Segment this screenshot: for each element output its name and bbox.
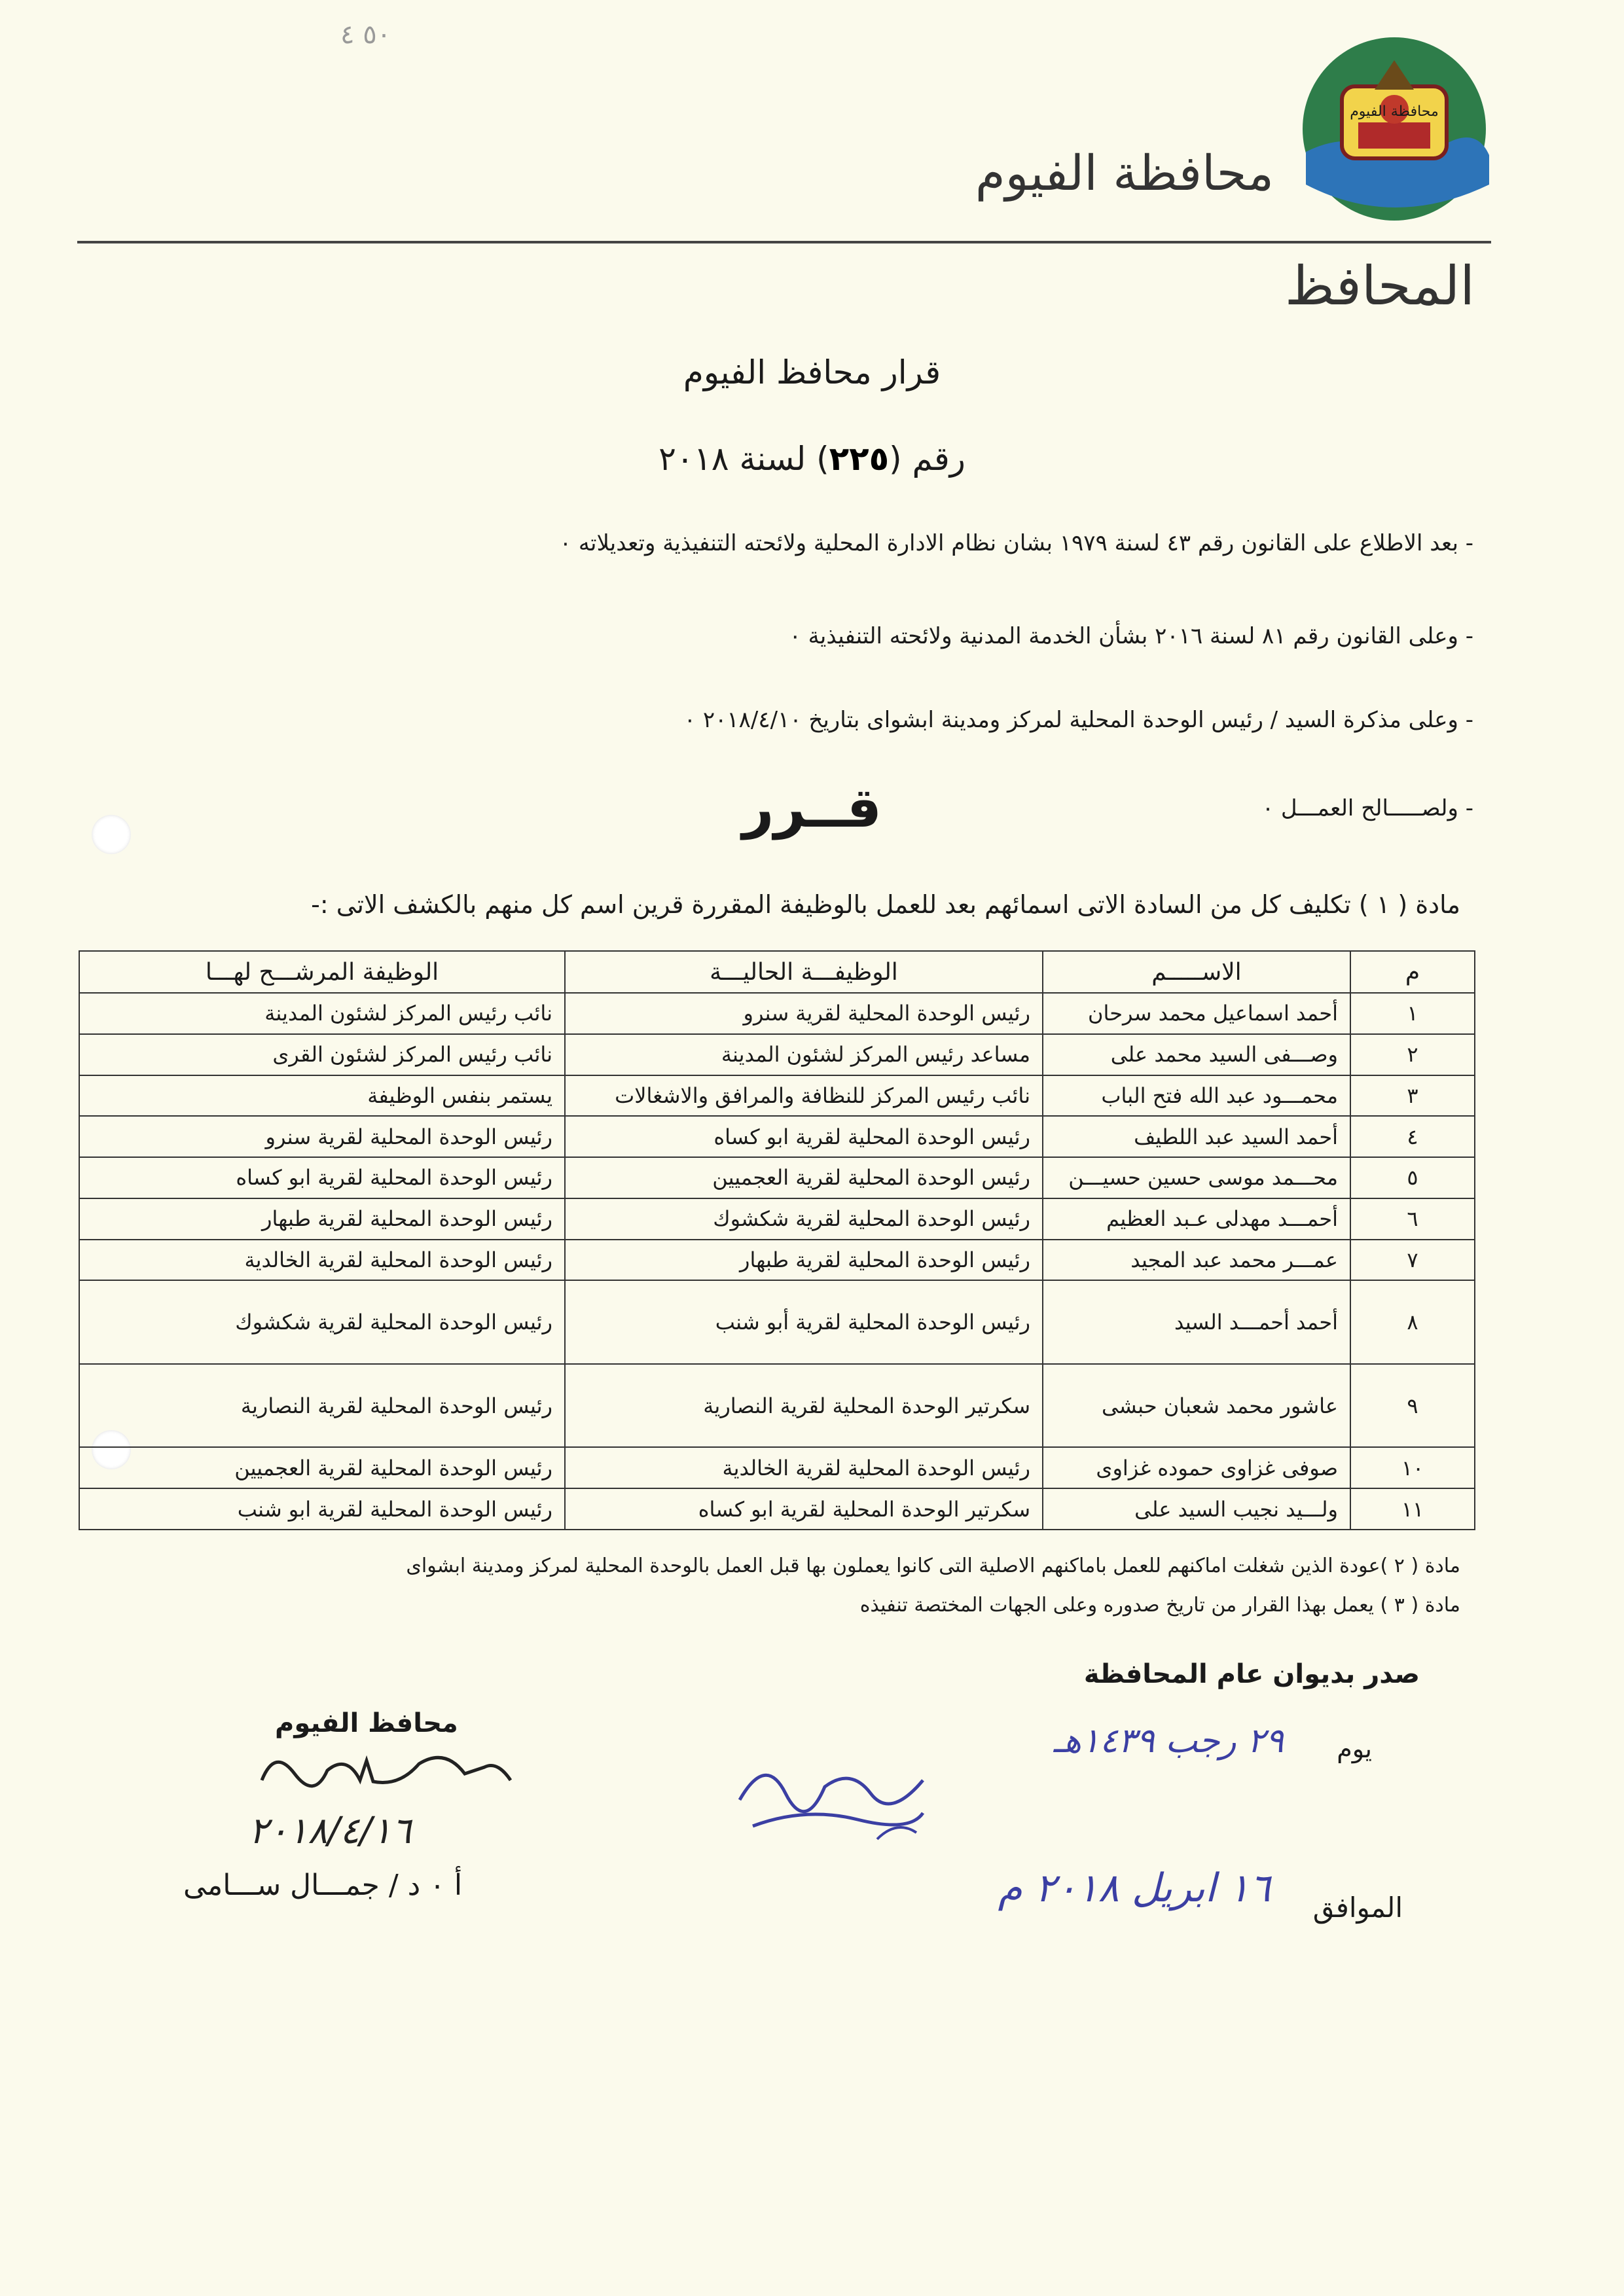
row-current-job: رئيس الوحدة المحلية لقرية ابو كساه — [565, 1116, 1043, 1157]
row-number: ٤ — [1350, 1116, 1475, 1157]
decision-title: قرار محافظ الفيوم — [683, 353, 941, 391]
hijri-date: ٢٩ رجب ١٤٣٩هـ — [1053, 1721, 1284, 1761]
row-number: ٨ — [1350, 1280, 1475, 1364]
row-current-job: سكرتير الوحدة المحلية لقرية ابو كساه — [565, 1488, 1043, 1530]
signature-date: ٢٠١٨/٤/١٦ — [249, 1810, 412, 1852]
preamble-clause: - ولصـــــالح العمـــل ٠ — [1261, 795, 1473, 821]
table-row — [79, 993, 1475, 1034]
table-row — [79, 1240, 1475, 1281]
secondary-signature — [727, 1741, 936, 1852]
margin-scribble: ٥٠ ٤ — [340, 20, 391, 50]
row-current-job: رئيس الوحدة المحلية لقرية شكشوك — [565, 1198, 1043, 1240]
table-row — [79, 1364, 1475, 1448]
gregorian-date: ١٦ ابريل ٢٠١٨ م — [998, 1865, 1271, 1911]
row-name: أحمد أحمـــد السيد — [1043, 1280, 1350, 1364]
logo-text: محافظة الفيوم — [1350, 103, 1439, 120]
table-row — [79, 1488, 1475, 1530]
row-nominated-job: رئيس الوحدة المحلية لقرية سنرو — [79, 1116, 565, 1157]
row-name: ولـــيد نجيب السيد على — [1043, 1488, 1350, 1530]
article-2: مادة ( ٢ )عودة الذين شغلت اماكنهم للعمل باماكنهم الاصلية التى كانوا يعملون بها قبل العمل بالوحدة المحلية لمركز ومدينة ابشواى — [406, 1554, 1460, 1577]
row-nominated-job: يستمر بنفس الوظيفة — [79, 1075, 565, 1117]
organization-name: محافظة الفيوم — [975, 145, 1274, 202]
table-row — [79, 1157, 1475, 1198]
row-name: أحمد السيد عبد اللطيف — [1043, 1116, 1350, 1157]
row-nominated-job: نائب رئيس المركز لشئون القرى — [79, 1034, 565, 1075]
table-row — [79, 1280, 1475, 1364]
governorate-logo — [1299, 34, 1489, 224]
governor-title: المحافظ — [1284, 255, 1475, 317]
row-current-job: مساعد رئيس المركز لشئون المدينة — [565, 1034, 1043, 1075]
row-nominated-job: رئيس الوحدة المحلية لقرية النصارية — [79, 1364, 565, 1448]
table-row — [79, 1116, 1475, 1157]
row-current-job: سكرتير الوحدة المحلية لقرية النصارية — [565, 1364, 1043, 1448]
decision-number — [0, 440, 1624, 478]
row-number: ٥ — [1350, 1157, 1475, 1198]
row-number: ٢ — [1350, 1034, 1475, 1075]
governor-signature — [249, 1734, 524, 1806]
signatory-title: محافظ الفيوم — [275, 1708, 458, 1738]
row-nominated-job: رئيس الوحدة المحلية لقرية ابو شنب — [79, 1488, 565, 1530]
header-divider — [77, 241, 1491, 243]
gregorian-label: الموافق — [1312, 1892, 1403, 1924]
decision-number-value: ٢٢٥ — [829, 440, 890, 478]
row-number: ٣ — [1350, 1075, 1475, 1117]
row-number: ١١ — [1350, 1488, 1475, 1530]
row-nominated-job: رئيس الوحدة المحلية لقرية ابو كساه — [79, 1157, 565, 1198]
decided-heading: قــرر — [742, 776, 882, 840]
row-name: عاشور محمد شعبان حبشى — [1043, 1364, 1350, 1448]
table-row — [79, 1034, 1475, 1075]
article-3: مادة ( ٣ ) يعمل بهذا القرار من تاريخ صدوره وعلى الجهات المختصة تنفيذه — [859, 1594, 1460, 1617]
decision-number-suffix: ) لسنة ٢٠١٨ — [659, 440, 829, 478]
row-nominated-job: رئيس الوحدة المحلية لقرية شكشوك — [79, 1280, 565, 1364]
row-name: أحمد اسماعيل محمد سرحان — [1043, 993, 1350, 1034]
table-row — [79, 1198, 1475, 1240]
row-current-job: نائب رئيس المركز للنظافة والمرافق والاشغالات — [565, 1075, 1043, 1117]
column-header-name: الاســـــم — [1043, 951, 1350, 993]
row-number: ٩ — [1350, 1364, 1475, 1448]
row-current-job: رئيس الوحدة المحلية لقرية الخالدية — [565, 1447, 1043, 1488]
column-header-nominated-job: الوظيفة المرشـــح لهـــا — [79, 951, 565, 993]
table-row — [79, 1075, 1475, 1117]
row-name: عمـــر محمد عبد المجيد — [1043, 1240, 1350, 1281]
row-nominated-job: رئيس الوحدة المحلية لقرية العجميين — [79, 1447, 565, 1488]
row-current-job: رئيس الوحدة المحلية لقرية سنرو — [565, 993, 1043, 1034]
row-number: ١ — [1350, 993, 1475, 1034]
hijri-label: يوم — [1337, 1734, 1372, 1763]
column-header-current-job: الوظيفـــة الحاليـــة — [565, 951, 1043, 993]
row-current-job: رئيس الوحدة المحلية لقرية أبو شنب — [565, 1280, 1043, 1364]
row-name: أحمـــد مهدلى عـبد العظيم — [1043, 1198, 1350, 1240]
row-current-job: رئيس الوحدة المحلية لقرية العجميين — [565, 1157, 1043, 1198]
row-current-job: رئيس الوحدة المحلية لقرية طبهار — [565, 1240, 1043, 1281]
preamble-clause: - بعد الاطلاع على القانون رقم ٤٣ لسنة ١٩٧٩ بشان نظام الادارة المحلية ولائحته التنفيذية وتعديلاته ٠ — [559, 530, 1473, 556]
row-name: صوفى غزاوى حموده غزاوى — [1043, 1447, 1350, 1488]
row-nominated-job: رئيس الوحدة المحلية لقرية طبهار — [79, 1198, 565, 1240]
issued-statement: صدر بديوان عام المحافظة — [1083, 1659, 1420, 1689]
table-row — [79, 1447, 1475, 1488]
row-name: محمـــود عبد الله فتح الباب — [1043, 1075, 1350, 1117]
punch-hole — [92, 815, 131, 854]
preamble-clause: - وعلى القانون رقم ٨١ لسنة ٢٠١٦ بشأن الخدمة المدنية ولائحته التنفيذية ٠ — [789, 623, 1473, 649]
table-header-row — [79, 951, 1475, 993]
preamble-clause: - وعلى مذكرة السيد / رئيس الوحدة المحلية لمركز ومدينة ابشواى بتاريخ ٢٠١٨/٤/١٠ ٠ — [683, 707, 1473, 733]
row-number: ٧ — [1350, 1240, 1475, 1281]
row-nominated-job: رئيس الوحدة المحلية لقرية الخالدية — [79, 1240, 565, 1281]
row-name: وصـــفى السيد محمد على — [1043, 1034, 1350, 1075]
article-1: مادة ( ١ ) تكليف كل من السادة الاتى اسمائهم بعد للعمل بالوظيفة المقررة قرين اسم كل منهم بالكشف الاتى :- — [311, 890, 1460, 919]
assignment-table — [79, 950, 1475, 1530]
signatory-name: أ ٠ د / جمـــال ســـامى — [183, 1869, 463, 1902]
row-nominated-job: نائب رئيس المركز لشئون المدينة — [79, 993, 565, 1034]
decision-number-prefix: رقم ( — [889, 440, 965, 478]
row-number: ١٠ — [1350, 1447, 1475, 1488]
column-header-number: م — [1350, 951, 1475, 993]
row-name: محـــمد موسى حسين حسيـــن — [1043, 1157, 1350, 1198]
row-number: ٦ — [1350, 1198, 1475, 1240]
